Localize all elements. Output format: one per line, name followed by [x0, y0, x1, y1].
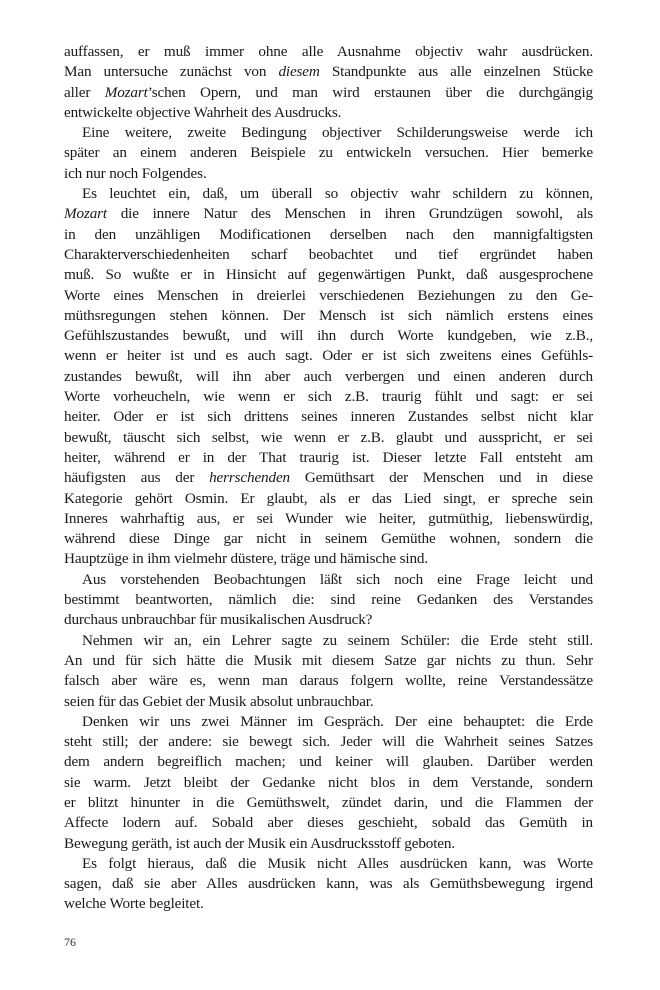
text-line [64, 854, 593, 874]
line-text: Worte vorheucheln, wie wenn er sich z.B. traurig fühlt und sagt: er sei [64, 388, 593, 406]
line-text: Affecte lodern auf. Sobald aber dieses geschieht, sobald das Gemüth in [64, 814, 593, 832]
line-text: zustandes bewußt, will ihn aber auch verbergen und einen anderen durch [64, 367, 593, 385]
line-text: Nehmen wir an, ein Lehrer sagte zu seinem Schüler: die Erde steht still. [82, 631, 593, 649]
emphasis-text: herrschenden [209, 469, 290, 487]
line-text: aller [64, 83, 105, 101]
line-text: während diese Dinge gar nicht in seinem Gemüthe wohnen, sondern die [64, 530, 593, 548]
text-line [64, 326, 593, 346]
text-line [64, 184, 593, 204]
text-line [64, 529, 593, 549]
text-line [64, 407, 593, 427]
text-line [64, 265, 593, 285]
line-text: Charakterverschiedenheiten scharf beobachtet und tief ergründet haben [64, 245, 593, 263]
line-text: sagen, daß sie aber Alles ausdrücken kann, was als Gemüthsbewegung irgend [64, 875, 593, 893]
text-line [64, 549, 593, 569]
emphasis-text: Mozart [104, 83, 148, 101]
page-body [64, 42, 593, 915]
text-line [64, 671, 593, 691]
text-line [64, 813, 593, 833]
text-line [64, 874, 593, 894]
text-line [64, 204, 593, 224]
line-text: wenn er heiter ist und es auch sagt. Oder er ist sich zweitens eines Gefühls- [64, 347, 593, 365]
text-line [64, 692, 593, 712]
text-line [64, 793, 593, 813]
line-text: sie warm. Jetzt bleibt der Gedanke nicht blos in dem Verstande, sondern [64, 773, 593, 791]
text-line [64, 631, 593, 651]
line-text: müthsregungen stehen können. Der Mensch ist sich nämlich erstens eines [64, 306, 593, 324]
line-text: ich nur noch Folgendes. [64, 164, 207, 182]
text-line [64, 62, 593, 82]
line-text: Bewegung geräth, ist auch der Musik ein Ausdrucksstoff geboten. [64, 834, 455, 852]
text-line [64, 428, 593, 448]
text-line [64, 894, 593, 914]
text-line [64, 773, 593, 793]
text-line [64, 306, 593, 326]
page-number: 76 [64, 935, 76, 949]
line-text: steht still; der andere: sie bewegt sich. Jeder will die Wahrheit seines Satzes [64, 733, 593, 751]
line-text: muß. So wußte er in Hinsicht auf gegenwärtigen Punkt, daß ausgesprochene [64, 266, 593, 284]
line-text: bewußt, täuscht sich selbst, wie wenn er z.B. glaubt und ausspricht, er sei [64, 428, 593, 446]
text-line [64, 570, 593, 590]
line-text: Hauptzüge in ihm vielmehr düstere, träge und hämische sind. [64, 550, 428, 568]
text-line [64, 509, 593, 529]
line-text: dem andern begreiflich machen; und keiner will glauben. Darüber werden [64, 753, 593, 771]
text-line [64, 164, 593, 184]
text-line [64, 448, 593, 468]
line-text: seien für das Gebiet der Musik absolut unbrauchbar. [64, 692, 374, 710]
text-line [64, 610, 593, 630]
line-text: Gemüthsart der Menschen und in diese [289, 469, 593, 487]
text-line [64, 651, 593, 671]
line-text: die innere Natur des Menschen in ihren Grundzügen sowohl, als [106, 205, 593, 223]
line-text: er blitzt hinunter in die Gemüthswelt, zündet darin, und die Flammen der [64, 793, 593, 811]
text-line [64, 834, 593, 854]
line-text: ’schen Opern, und man wird erstaunen über die durchgängig [147, 83, 593, 101]
text-line [64, 143, 593, 163]
line-text: Aus vorstehenden Beobachtungen läßt sich noch eine Frage leicht und [82, 570, 593, 588]
line-text: bestimmt beantworten, nämlich die: sind reine Gedanken des Verstandes [64, 591, 593, 609]
text-line [64, 468, 593, 488]
line-text: heiter, während er in der That traurig ist. Dieser letzte Fall entsteht am [64, 448, 593, 466]
line-text: Man untersuche zunächst von [64, 63, 279, 81]
text-line [64, 387, 593, 407]
text-line [64, 752, 593, 772]
line-text: in den unzähligen Modificationen derselben nach den mannigfaltigsten [64, 225, 593, 243]
text-line [64, 83, 593, 103]
text-line [64, 42, 593, 62]
line-text: entwickelte objective Wahrheit des Ausdrucks. [64, 103, 342, 121]
line-text: Es folgt hieraus, daß die Musik nicht Alles ausdrücken kann, was Worte [82, 854, 593, 872]
line-text: häufigsten aus der [64, 469, 210, 487]
text-line [64, 346, 593, 366]
line-text: Gefühlszustandes bewußt, und will ihn durch Worte kundgeben, wie z.B., [64, 327, 593, 345]
line-text: welche Worte begleitet. [64, 895, 204, 913]
text-line [64, 712, 593, 732]
emphasis-text: Mozart [64, 205, 107, 223]
text-line [64, 367, 593, 387]
line-text: Es leuchtet ein, daß, um überall so objectiv wahr schildern zu können, [82, 185, 593, 203]
line-text: falsch aber wäre es, wenn man daraus folgern wollte, reine Verstandessätze [64, 672, 593, 690]
line-text: heiter. Oder er ist sich drittens seines inneren Zustandes selbst nicht klar [64, 408, 593, 426]
text-line [64, 225, 593, 245]
line-text: Denken wir uns zwei Männer im Gespräch. Der eine behauptet: die Erde [82, 712, 593, 730]
line-text: Eine weitere, zweite Bedingung objectiver Schilderungsweise werde ich [82, 124, 593, 142]
text-line [64, 590, 593, 610]
line-text: Kategorie gehört Osmin. Er glaubt, als er das Lied singt, er spreche sein [64, 489, 593, 507]
text-line [64, 732, 593, 752]
text-line [64, 123, 593, 143]
text-line [64, 489, 593, 509]
line-text: später an einem anderen Beispiele zu entwickeln versuchen. Hier bemerke [64, 144, 593, 162]
line-text: Worte eines Menschen in dreierlei verschiedenen Beziehungen zu den Ge- [64, 286, 593, 304]
line-text: An und für sich hätte die Musik mit diesem Satze gar nichts zu thun. Sehr [64, 651, 593, 669]
text-line [64, 245, 593, 265]
line-text: Standpunkte aus alle einzelnen Stücke [319, 63, 593, 81]
line-text: auffassen, er muß immer ohne alle Ausnahme objectiv wahr ausdrücken. [64, 43, 593, 60]
text-line [64, 103, 593, 123]
line-text: durchaus unbrauchbar für musikalischen Ausdruck? [64, 611, 373, 629]
text-line [64, 286, 593, 306]
line-text: Inneres wahrhaftig aus, er sei Wunder wie heiter, gutmüthig, liebenswürdig, [64, 509, 593, 527]
emphasis-text: diesem [278, 63, 320, 81]
